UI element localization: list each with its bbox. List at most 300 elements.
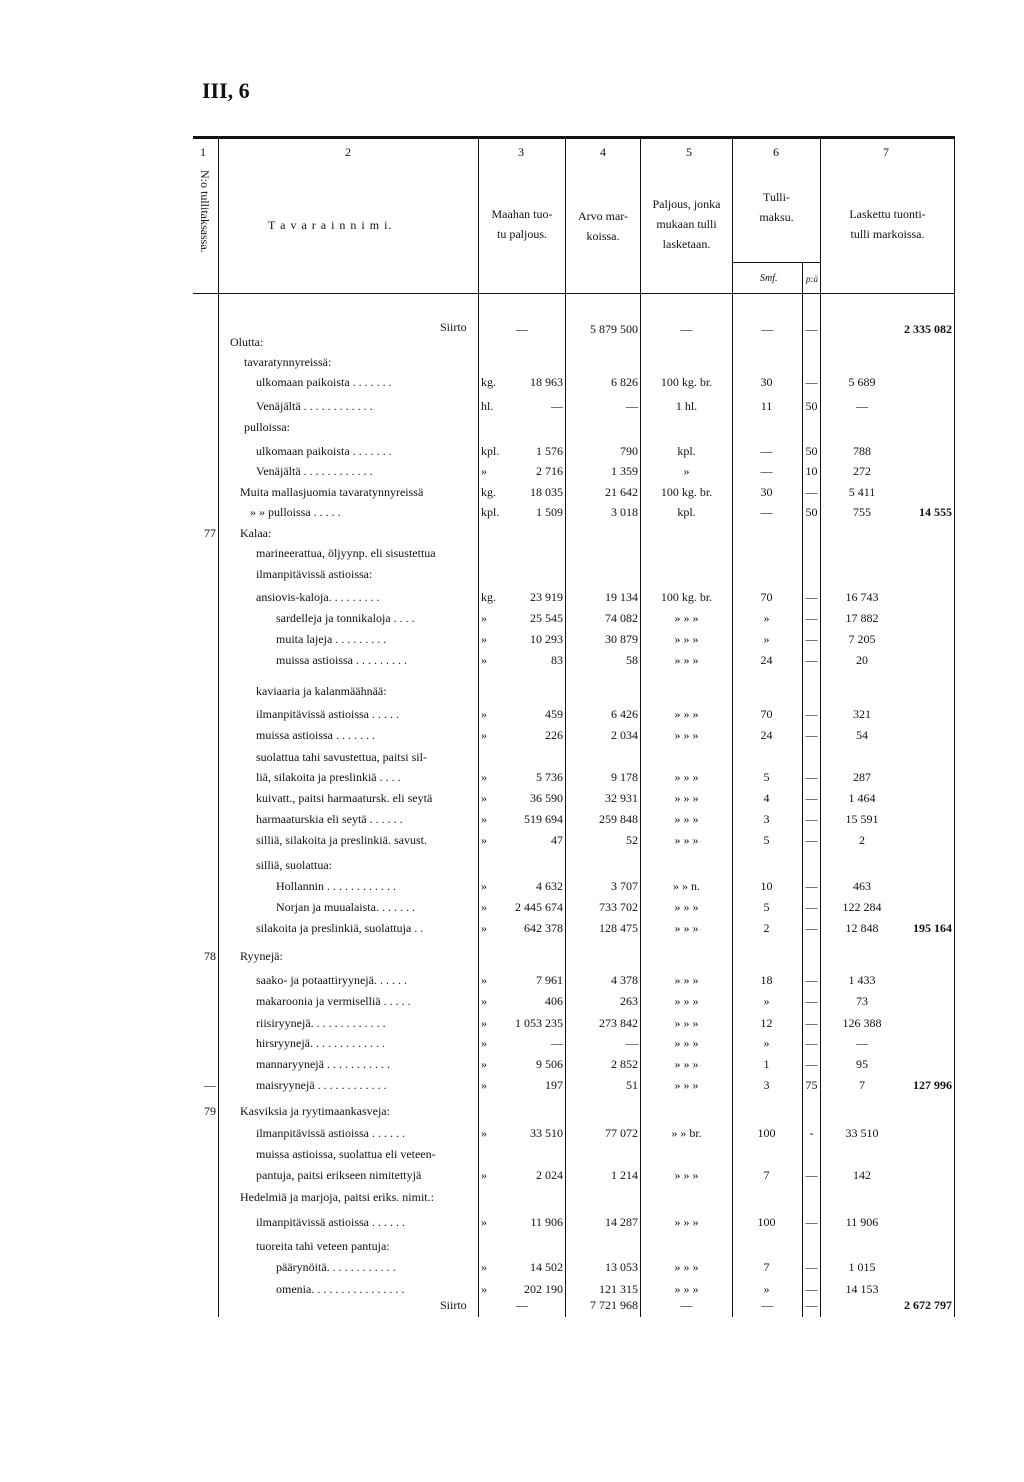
- row-name: Hedelmiä ja marjoja, paitsi eriks. nimit.:: [240, 1190, 434, 1204]
- col7-title-b: tulli markoissa.: [850, 227, 925, 241]
- siirto-top-mk: —: [761, 322, 774, 336]
- row-basis: » » »: [674, 653, 699, 667]
- col5-title-a: Paljous, jonka: [652, 197, 721, 211]
- row-name: omenia. . . . . . . . . . . . . . . .: [276, 1282, 405, 1296]
- row-unit: »: [481, 1260, 487, 1274]
- row-value: 4 378: [611, 973, 638, 987]
- row-name: makaroonia ja vermiselliä . . . . .: [256, 994, 411, 1008]
- row-mk: 7: [763, 1260, 770, 1274]
- row-qty: 2 445 674: [515, 900, 563, 914]
- row-p: 50: [805, 444, 818, 458]
- row-mk: 30: [760, 375, 773, 389]
- row-mk: 30: [760, 485, 773, 499]
- row-mk: 5: [763, 900, 770, 914]
- row-basis: » » br.: [671, 1126, 702, 1140]
- row-name: silakoita ja preslinkiä, suolattuja . .: [256, 921, 424, 935]
- row-value: 1 214: [611, 1168, 638, 1182]
- row-mk: »: [763, 1036, 770, 1050]
- row-p: —: [805, 879, 818, 893]
- row-basis: » » »: [674, 1282, 699, 1296]
- row-value: 2 034: [611, 728, 638, 742]
- row-qty: 1 576: [536, 444, 563, 458]
- row-value: 2 852: [611, 1057, 638, 1071]
- row-p: —: [805, 812, 818, 826]
- row-unit: kpl.: [481, 444, 500, 458]
- row-basis: 1 hl.: [675, 399, 698, 413]
- row-basis: » » »: [674, 900, 699, 914]
- row-tax: 2: [859, 833, 865, 847]
- col-number-2: 2: [345, 145, 351, 159]
- row-mk: 24: [760, 653, 773, 667]
- row-value: 13 053: [605, 1260, 638, 1274]
- row-value: 263: [620, 994, 638, 1008]
- row-no: 79: [204, 1104, 216, 1118]
- row-no: —: [204, 1078, 216, 1092]
- row-tax: 17 882: [845, 611, 879, 625]
- row-basis: » » »: [674, 791, 699, 805]
- row-qty: 18 963: [530, 375, 563, 389]
- row-unit: »: [481, 1168, 487, 1182]
- row-name: Ryynejä:: [240, 949, 283, 963]
- row-basis: 100 kg. br.: [660, 485, 713, 499]
- siirto-top-qty: —: [516, 322, 528, 336]
- row-p: —: [805, 1016, 818, 1030]
- col2-title: T a v a r a i n n i m i.: [268, 218, 393, 232]
- row-unit: »: [481, 1215, 487, 1229]
- col3-title-b: tu paljous.: [497, 227, 547, 241]
- row-qty: 33 510: [530, 1126, 563, 1140]
- row-mk: 10: [760, 879, 773, 893]
- row-name: suolattua tahi savustettua, paitsi sil-: [256, 750, 427, 764]
- row-value: 19 134: [605, 590, 638, 604]
- row-qty: 5 736: [536, 770, 563, 784]
- page-label: III, 6: [202, 78, 250, 103]
- row-mk: 12: [760, 1016, 773, 1030]
- row-basis: » » »: [674, 833, 699, 847]
- row-p: 50: [805, 505, 818, 519]
- row-name: liä, silakoita ja preslinkiä . . . .: [256, 770, 401, 784]
- col6-title-a: Tulli-: [763, 190, 790, 204]
- row-name: » » pulloissa . . . . .: [250, 505, 341, 519]
- row-p: -: [809, 1126, 814, 1140]
- col5-title-c: lasketaan.: [662, 237, 711, 251]
- row-tax: 1 433: [848, 973, 876, 987]
- row-unit: »: [481, 464, 487, 478]
- row-qty: —: [551, 1036, 563, 1050]
- siirto-bottom-value: 7 721 968: [590, 1298, 638, 1312]
- row-name: sardelleja ja tonnikaloja . . . .: [276, 611, 415, 625]
- row-name: saako- ja potaattiryynejä. . . . . .: [256, 973, 407, 987]
- row-tax: 788: [853, 444, 871, 458]
- row-unit: kg.: [481, 485, 496, 499]
- row-p: 50: [805, 399, 818, 413]
- row-name: pulloissa:: [244, 420, 291, 434]
- row-unit: »: [481, 728, 487, 742]
- col6-title-b: maksu.: [759, 210, 794, 224]
- row-basis: kpl.: [677, 444, 696, 458]
- row-mk: 5: [763, 833, 770, 847]
- row-name: Olutta:: [230, 335, 264, 349]
- row-unit: »: [481, 1016, 487, 1030]
- siirto-bottom-basis: —: [680, 1298, 693, 1312]
- row-mk: —: [760, 444, 773, 458]
- row-basis: » » »: [674, 728, 699, 742]
- row-p: —: [805, 728, 818, 742]
- row-qty: 25 545: [530, 611, 563, 625]
- row-basis: » » »: [674, 973, 699, 987]
- row-mk: 70: [760, 590, 773, 604]
- row-tax: 1 464: [848, 791, 876, 805]
- row-qty: 83: [551, 653, 563, 667]
- row-p: —: [805, 653, 818, 667]
- row-mk: 11: [760, 399, 773, 413]
- row-unit: »: [481, 770, 487, 784]
- row-unit: kg.: [481, 590, 496, 604]
- col1-rule: [218, 139, 219, 1317]
- row-name: päärynöitä. . . . . . . . . . . .: [276, 1260, 396, 1274]
- row-tax: 142: [853, 1168, 871, 1182]
- row-value: 32 931: [605, 791, 638, 805]
- row-qty: 4 632: [536, 879, 563, 893]
- row-qty: 197: [545, 1078, 563, 1092]
- row-tax: 5 689: [848, 375, 876, 389]
- row-qty: 1 053 235: [515, 1016, 563, 1030]
- row-qty: 7 961: [536, 973, 563, 987]
- row-value: 21 642: [605, 485, 638, 499]
- row-mk: 2: [763, 921, 770, 935]
- col1-title: N:o tullitaksassa.: [198, 170, 212, 253]
- row-p: —: [805, 707, 818, 721]
- row-mk: 3: [763, 812, 770, 826]
- row-unit: »: [481, 1126, 487, 1140]
- row-qty: 14 502: [530, 1260, 563, 1274]
- row-unit: »: [481, 1036, 487, 1050]
- row-qty: 519 694: [524, 812, 563, 826]
- row-mk: 18: [760, 973, 773, 987]
- row-mk: 70: [760, 707, 773, 721]
- row-value: 259 848: [599, 812, 638, 826]
- row-mk: —: [760, 464, 773, 478]
- row-value: 273 842: [599, 1016, 638, 1030]
- row-unit: »: [481, 921, 487, 935]
- row-name: marineerattua, öljyynp. eli sisustettua: [256, 546, 436, 560]
- row-unit: »: [481, 833, 487, 847]
- col6-sub-rule-v: [802, 262, 803, 1317]
- siirto-bottom-p: —: [805, 1298, 818, 1312]
- row-tax: 95: [856, 1057, 868, 1071]
- row-basis: » » »: [674, 770, 699, 784]
- row-name: ilmanpitävissä astioissa . . . . .: [256, 707, 399, 721]
- row-value: —: [626, 399, 638, 413]
- row-total: 14 555: [919, 505, 952, 519]
- row-basis: » » »: [674, 632, 699, 646]
- row-unit: »: [481, 994, 487, 1008]
- row-qty: 1 509: [536, 505, 563, 519]
- row-p: —: [805, 1282, 818, 1296]
- row-p: —: [805, 1168, 818, 1182]
- row-tax: 73: [856, 994, 868, 1008]
- row-basis: » » »: [674, 994, 699, 1008]
- row-unit: »: [481, 1057, 487, 1071]
- row-basis: kpl.: [677, 505, 696, 519]
- row-name: hirsryynejä. . . . . . . . . . . . .: [256, 1036, 385, 1050]
- row-name: ulkomaan paikoista . . . . . . .: [256, 375, 392, 389]
- row-name: Kalaa:: [240, 526, 272, 540]
- row-basis: » » »: [674, 1016, 699, 1030]
- row-value: 74 082: [605, 611, 638, 625]
- row-name: ilmanpitävissä astioissa . . . . . .: [256, 1126, 405, 1140]
- row-tax: 54: [856, 728, 868, 742]
- row-p: —: [805, 770, 818, 784]
- col7-title-a: Laskettu tuonti-: [849, 207, 926, 221]
- row-name: ulkomaan paikoista . . . . . . .: [256, 444, 392, 458]
- row-basis: » » »: [674, 1078, 699, 1092]
- row-no: 78: [204, 949, 216, 963]
- row-name: ansiovis-kaloja. . . . . . . . .: [256, 590, 380, 604]
- row-tax: 321: [853, 707, 871, 721]
- siirto-top-value: 5 879 500: [590, 322, 638, 336]
- row-name: Venäjältä . . . . . . . . . . . .: [256, 464, 373, 478]
- row-unit: kpl.: [481, 505, 500, 519]
- col5-title-b: mukaan tulli: [656, 217, 717, 231]
- row-value: 790: [620, 444, 638, 458]
- row-name: silliä, suolattua:: [256, 858, 332, 872]
- row-value: 77 072: [605, 1126, 638, 1140]
- col3-title-a: Maahan tuo-: [491, 207, 553, 221]
- row-tax: 287: [853, 770, 871, 784]
- row-mk: »: [763, 994, 770, 1008]
- row-basis: 100 kg. br.: [660, 375, 713, 389]
- row-qty: 36 590: [530, 791, 563, 805]
- row-p: —: [805, 900, 818, 914]
- col6-sub-pennies: p:ä: [806, 274, 818, 284]
- row-name: riisiryynejä. . . . . . . . . . . . .: [256, 1016, 386, 1030]
- row-name: tavaratynnyreissä:: [244, 355, 332, 369]
- row-basis: » » »: [674, 1260, 699, 1274]
- row-basis: » » »: [674, 1168, 699, 1182]
- siirto-bottom-qty: —: [516, 1298, 528, 1312]
- row-qty: 10 293: [530, 632, 563, 646]
- row-qty: —: [551, 399, 563, 413]
- row-tax: 755: [853, 505, 871, 519]
- col-number-4: 4: [600, 145, 606, 159]
- row-name: Kasviksia ja ryytimaankasveja:: [240, 1104, 390, 1118]
- row-name: ilmanpitävissä astioissa:: [256, 567, 373, 581]
- row-name: mannaryynejä . . . . . . . . . . .: [256, 1057, 390, 1071]
- row-name: muissa astioissa . . . . . . .: [256, 728, 375, 742]
- row-basis: » » »: [674, 707, 699, 721]
- row-tax: 7 205: [848, 632, 876, 646]
- row-tax: —: [856, 1036, 868, 1050]
- row-basis: » » »: [674, 1215, 699, 1229]
- row-qty: 18 035: [530, 485, 563, 499]
- row-unit: »: [481, 707, 487, 721]
- row-p: —: [805, 973, 818, 987]
- row-qty: 226: [545, 728, 563, 742]
- row-p: —: [805, 791, 818, 805]
- row-basis: »: [683, 464, 690, 478]
- row-tax: 33 510: [845, 1126, 879, 1140]
- row-unit: »: [481, 611, 487, 625]
- row-tax: 20: [856, 653, 868, 667]
- col-number-1: 1: [200, 145, 206, 159]
- row-unit: »: [481, 632, 487, 646]
- row-tax: 15 591: [845, 812, 879, 826]
- row-tax: 126 388: [842, 1016, 882, 1030]
- row-p: —: [805, 833, 818, 847]
- row-name: Hollannin . . . . . . . . . . . .: [276, 879, 396, 893]
- row-p: —: [805, 1260, 818, 1274]
- row-unit: »: [481, 653, 487, 667]
- row-p: —: [805, 375, 818, 389]
- row-mk: 5: [763, 770, 770, 784]
- row-tax: 5 411: [848, 485, 876, 499]
- row-value: 58: [626, 653, 638, 667]
- siirto-bottom-total: 2 672 797: [904, 1298, 952, 1312]
- row-mk: 4: [763, 791, 770, 805]
- row-name: kaviaaria ja kalanmäähnää:: [256, 684, 387, 698]
- row-value: 30 879: [605, 632, 638, 646]
- row-tax: 14 153: [845, 1282, 879, 1296]
- row-name: silliä, silakoita ja preslinkiä. savust.: [256, 833, 427, 847]
- row-qty: 47: [551, 833, 563, 847]
- row-value: 128 475: [599, 921, 638, 935]
- row-name: pantuja, paitsi erikseen nimitettyjä: [256, 1168, 422, 1182]
- row-p: —: [805, 611, 818, 625]
- row-value: 52: [626, 833, 638, 847]
- row-tax: 272: [853, 464, 871, 478]
- row-total: 127 996: [913, 1078, 952, 1092]
- row-name: Norjan ja muualaista. . . . . . .: [276, 900, 415, 914]
- row-basis: 100 kg. br.: [660, 590, 713, 604]
- row-mk: 100: [757, 1215, 776, 1229]
- row-mk: »: [763, 611, 770, 625]
- row-value: 9 178: [611, 770, 638, 784]
- row-qty: 9 506: [536, 1057, 563, 1071]
- row-tax: 463: [853, 879, 871, 893]
- row-p: 10: [805, 464, 818, 478]
- col-number-3: 3: [518, 145, 524, 159]
- row-qty: 202 190: [524, 1282, 563, 1296]
- row-name: tuoreita tahi veteen pantuja:: [256, 1239, 390, 1253]
- row-basis: » » »: [674, 812, 699, 826]
- row-name: muissa astioissa, suolattua eli veteen-: [256, 1147, 436, 1161]
- table-top-rule: [193, 136, 955, 139]
- row-qty: 406: [545, 994, 563, 1008]
- row-mk: 100: [757, 1126, 776, 1140]
- row-tax: 12 848: [845, 921, 879, 935]
- row-p: —: [805, 921, 818, 935]
- col6-sub-rule: [732, 262, 820, 263]
- row-p: —: [805, 1057, 818, 1071]
- row-name: muita lajeja . . . . . . . . .: [276, 632, 387, 646]
- row-name: Venäjältä . . . . . . . . . . . .: [256, 399, 373, 413]
- row-qty: 23 919: [530, 590, 563, 604]
- row-qty: 2 024: [536, 1168, 563, 1182]
- row-tax: 1 015: [848, 1260, 876, 1274]
- row-unit: »: [481, 973, 487, 987]
- row-unit: »: [481, 1282, 487, 1296]
- col4-title-a: Arvo mar-: [577, 209, 629, 223]
- col6-sub-marks: Smf.: [760, 273, 778, 284]
- row-no: 77: [204, 526, 216, 540]
- col-number-7: 7: [883, 145, 889, 159]
- row-unit: »: [481, 812, 487, 826]
- row-mk: 1: [763, 1057, 770, 1071]
- row-basis: » » »: [674, 921, 699, 935]
- row-unit: »: [481, 1078, 487, 1092]
- row-total: 195 164: [913, 921, 952, 935]
- siirto-top-basis: —: [680, 322, 693, 336]
- col7-rule: [954, 139, 955, 1317]
- row-value: 14 287: [605, 1215, 638, 1229]
- col2-rule: [478, 139, 479, 1317]
- siirto-top-label: Siirto: [440, 320, 467, 334]
- row-tax: —: [856, 399, 868, 413]
- row-qty: 642 378: [524, 921, 563, 935]
- row-basis: » » »: [674, 611, 699, 625]
- row-name: Muita mallasjuomia tavaratynnyreissä: [240, 485, 424, 499]
- siirto-bottom-mk: —: [761, 1298, 774, 1312]
- siirto-top-total: 2 335 082: [904, 322, 952, 336]
- row-value: 6 426: [611, 707, 638, 721]
- row-tax: 7: [859, 1078, 865, 1092]
- row-value: 3 707: [611, 879, 638, 893]
- row-qty: 11 906: [530, 1215, 563, 1229]
- siirto-top-p: —: [805, 322, 818, 336]
- row-unit: »: [481, 791, 487, 805]
- row-value: 121 315: [599, 1282, 638, 1296]
- row-name: ilmanpitävissä astioissa . . . . . .: [256, 1215, 405, 1229]
- col-number-5: 5: [686, 145, 692, 159]
- row-mk: »: [763, 1282, 770, 1296]
- row-unit: »: [481, 900, 487, 914]
- row-value: 1 359: [611, 464, 638, 478]
- row-name: muissa astioissa . . . . . . . . .: [276, 653, 407, 667]
- row-mk: »: [763, 632, 770, 646]
- siirto-bottom-label: Siirto: [440, 1298, 467, 1312]
- row-p: —: [805, 485, 818, 499]
- row-p: 75: [805, 1078, 818, 1092]
- row-value: 733 702: [599, 900, 638, 914]
- row-p: —: [805, 632, 818, 646]
- col4-title-b: koissa.: [586, 229, 620, 243]
- row-qty: 459: [545, 707, 563, 721]
- row-tax: 11 906: [845, 1215, 879, 1229]
- row-value: —: [626, 1036, 638, 1050]
- row-value: 3 018: [611, 505, 638, 519]
- row-mk: 3: [763, 1078, 770, 1092]
- row-basis: » » »: [674, 1057, 699, 1071]
- row-basis: » » »: [674, 1036, 699, 1050]
- col-number-6: 6: [773, 145, 779, 159]
- row-mk: —: [760, 505, 773, 519]
- row-qty: 2 716: [536, 464, 563, 478]
- row-tax: 122 284: [842, 900, 882, 914]
- row-unit: »: [481, 879, 487, 893]
- row-p: —: [805, 590, 818, 604]
- row-name: maisryynejä . . . . . . . . . . . .: [256, 1078, 387, 1092]
- row-name: harmaaturskia eli seytä . . . . . .: [256, 812, 403, 826]
- row-tax: 16 743: [845, 590, 879, 604]
- row-value: 51: [626, 1078, 638, 1092]
- row-unit: hl.: [481, 399, 494, 413]
- row-unit: kg.: [481, 375, 496, 389]
- row-name: kuivatt., paitsi harmaatursk. eli seytä: [256, 791, 433, 805]
- row-mk: 24: [760, 728, 773, 742]
- row-p: —: [805, 994, 818, 1008]
- row-p: —: [805, 1215, 818, 1229]
